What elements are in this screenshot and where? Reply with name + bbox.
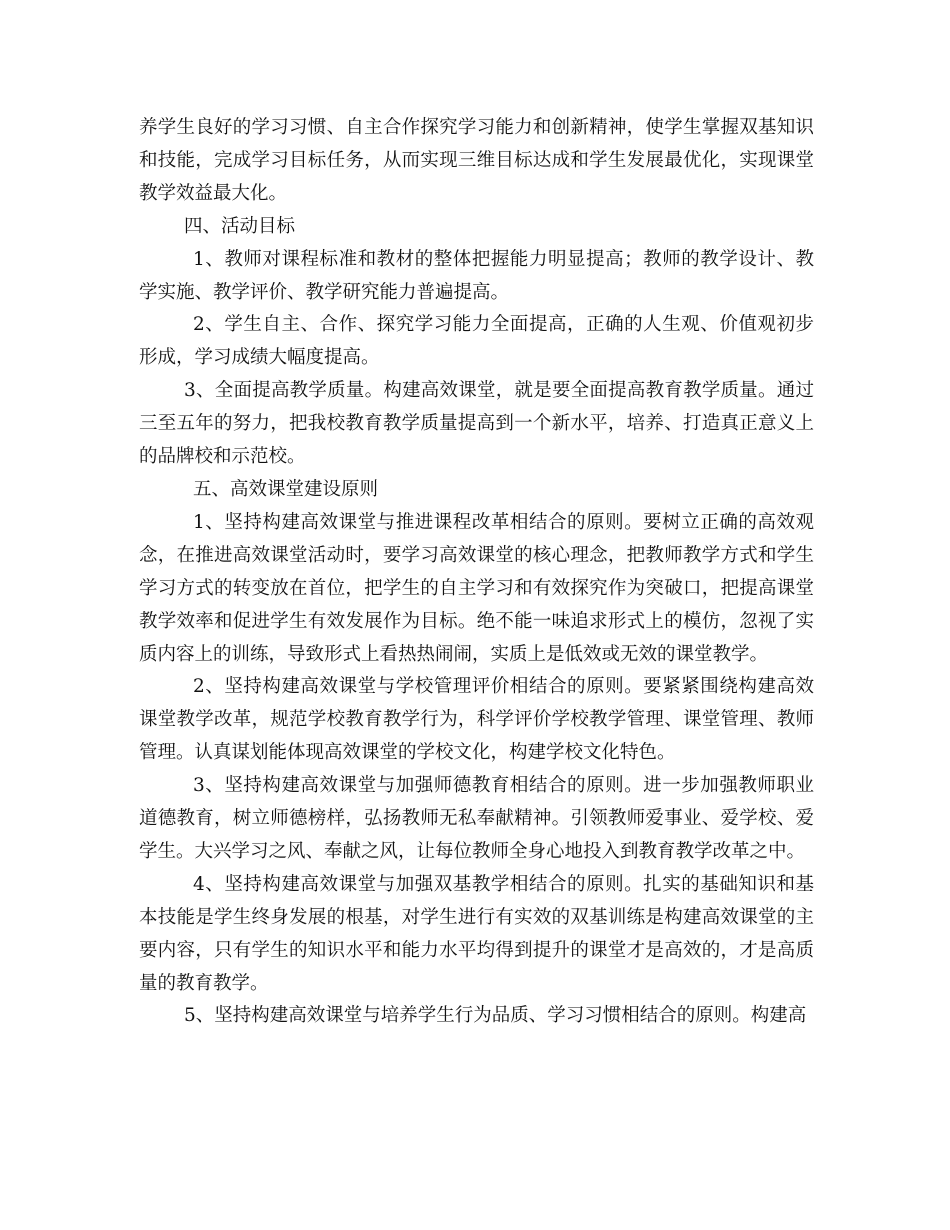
paragraph-principle-5: 5、坚持构建高效课堂与培养学生行为品质、学习习惯相结合的原则。构建高 <box>184 1005 807 1027</box>
paragraph-principle-3: 3、坚持构建高效课堂与加强师德教育相结合的原则。进一步加强教师职业道德教育，树立师德榜样，弘扬教师无私奉献精神。引领教师爱事业、爱学校、爱学生。大兴学习之风、奉献之风，让每位教师全身心地投入到教育教学改革之中。 <box>139 775 814 862</box>
paragraph-principle-1: 1、坚持构建高效课堂与推进课程改革相结合的原则。要树立正确的高效观念，在推进高效课堂活动时，要学习高效课堂的核心理念，把教师教学方式和学生学习方式的转变放在首位，把学生的自主学习和有效探究作为突破口，把提高课堂教学效率和促进学生有效发展作为目标。绝不能一味追求形式上的模仿，忽视了实质内容上的训练，导致形式上看热热闹闹，实质上是低效或无效的课堂教学。 <box>139 511 814 665</box>
paragraph-principle-2: 2、坚持构建高效课堂与学校管理评价相结合的原则。要紧紧围绕构建高效课堂教学改革，规范学校教育教学行为，科学评价学校教学管理、课堂管理、教师管理。认真谋划能体现高效课堂的学校文化，构建学校文化特色。 <box>139 676 814 764</box>
paragraph-goal-3: 3、全面提高教学质量。构建高效课堂，就是要全面提高教育教学质量。通过三至五年的努力，把我校教育教学质量提高到一个新水平，培养、打造真正意义上的品牌校和示范校。 <box>139 380 814 468</box>
paragraph-goal-2: 2、学生自主、合作、探究学习能力全面提高，正确的人生观、价值观初步形成，学习成绩大幅度提高。 <box>139 314 814 369</box>
heading-activity-goals: 四、活动目标 <box>184 215 296 237</box>
paragraph-goal-1: 1、教师对课程标准和教材的整体把握能力明显提高；教师的教学设计、教学实施、教学评价、教学研究能力普遍提高。 <box>139 248 814 303</box>
heading-principles: 五、高效课堂建设原则 <box>193 478 379 500</box>
paragraph-principle-4: 4、坚持构建高效课堂与加强双基教学相结合的原则。扎实的基础知识和基本技能是学生终身发展的根基，对学生进行有实效的双基训练是构建高效课堂的主要内容，只有学生的知识水平和能力水平均得到提升的课堂才是高效的，才是高质量的教育教学。 <box>139 873 814 994</box>
paragraph-intro-continuation: 养学生良好的学习习惯、自主合作探究学习能力和创新精神，使学生掌握双基知识和技能，完成学习目标任务，从而实现三维目标达成和学生发展最优化，实现课堂教学效益最大化。 <box>139 117 814 204</box>
document-body <box>139 112 814 1033</box>
